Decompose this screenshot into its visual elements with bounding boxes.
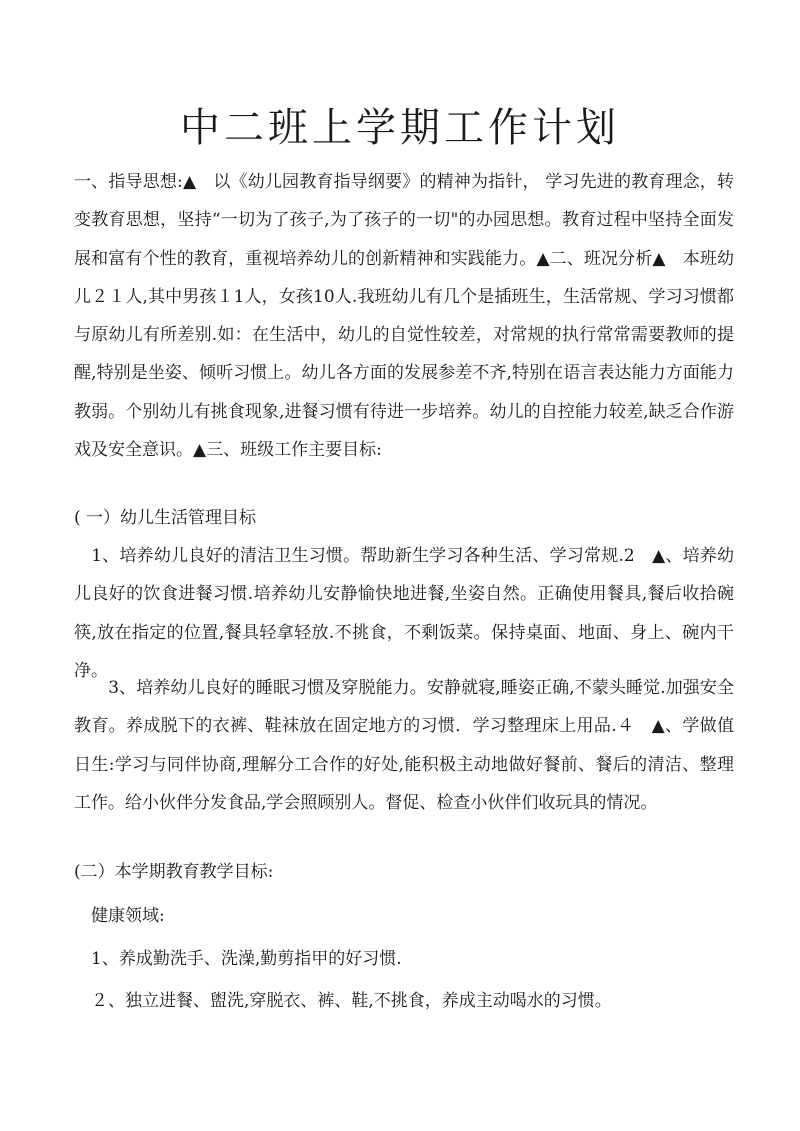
health-item-1: 1、养成勤洗手、洗澡,勤剪指甲的好习惯.: [74, 949, 402, 969]
item1-paragraph: 1、培养幼儿良好的清洁卫生习惯。帮助新生学习各种生活、学习常规.2 ▲、培养幼儿良好的饮食进餐习惯.培养幼儿安静愉快地进餐,坐姿自然。正确使用餐具,餐后收拾碗筷,放在指定的位置,餐具轻拿轻放.不挑食，不剩饭菜。保持桌面、地面、身上、碗内干净。: [74, 546, 734, 681]
health-item-2: ２、独立进餐、盥洗,穿脱衣、裤、鞋,不挑食，养成主动喝水的习惯。: [74, 991, 612, 1011]
intro-paragraph: 一、指导思想:▲ 以《幼儿园教育指导纲要》的精神为指针， 学习先进的教育理念，转变教育思想，坚持“一切为了孩子,为了孩子的一切"的办园思想。教育过程中坚持全面发展和富有个性的教育，重视培养幼儿的创新精神和实践能力。▲二、班况分析▲ 本班幼儿２１人,其中男孩１1人，女孩10人.我班幼儿有几个是插班生，生活常规、学习习惯都与原幼儿有所差别.如：在生活中，幼儿的自觉性较差，对常规的执行常常需要教师的提醒,特别是坐姿、倾听习惯上。幼儿各方面的发展参差不齐,特别在语言表达能力方面能力教弱。个别幼儿有挑食现象,进餐习惯有待进一步培养。幼儿的自控能力较差,缺乏合作游戏及安全意识。▲三、班级工作主要目标:: [74, 172, 734, 461]
page-title: 中二班上学期工作计划: [180, 105, 620, 151]
section1-heading: ( 一）幼儿生活管理目标: [74, 508, 257, 528]
item3-paragraph: 3、培养幼儿良好的睡眠习惯及穿脱能力。安静就寝,睡姿正确,不蒙头睡觉.加强安全教育。养成脱下的衣裤、鞋袜放在固定地方的习惯．学习整理床上用品.４ ▲、学做值日生:学习与同伴协商,理解分工合作的好处,能积极主动地做好餐前、餐后的清洁、整理工作。给小伙伴分发食品,学会照顾别人。督促、检查小伙伴们收玩具的情况。: [74, 678, 734, 813]
health-heading: 健康领域:: [74, 906, 165, 926]
section2-heading: (二）本学期教育教学目标:: [74, 862, 274, 882]
